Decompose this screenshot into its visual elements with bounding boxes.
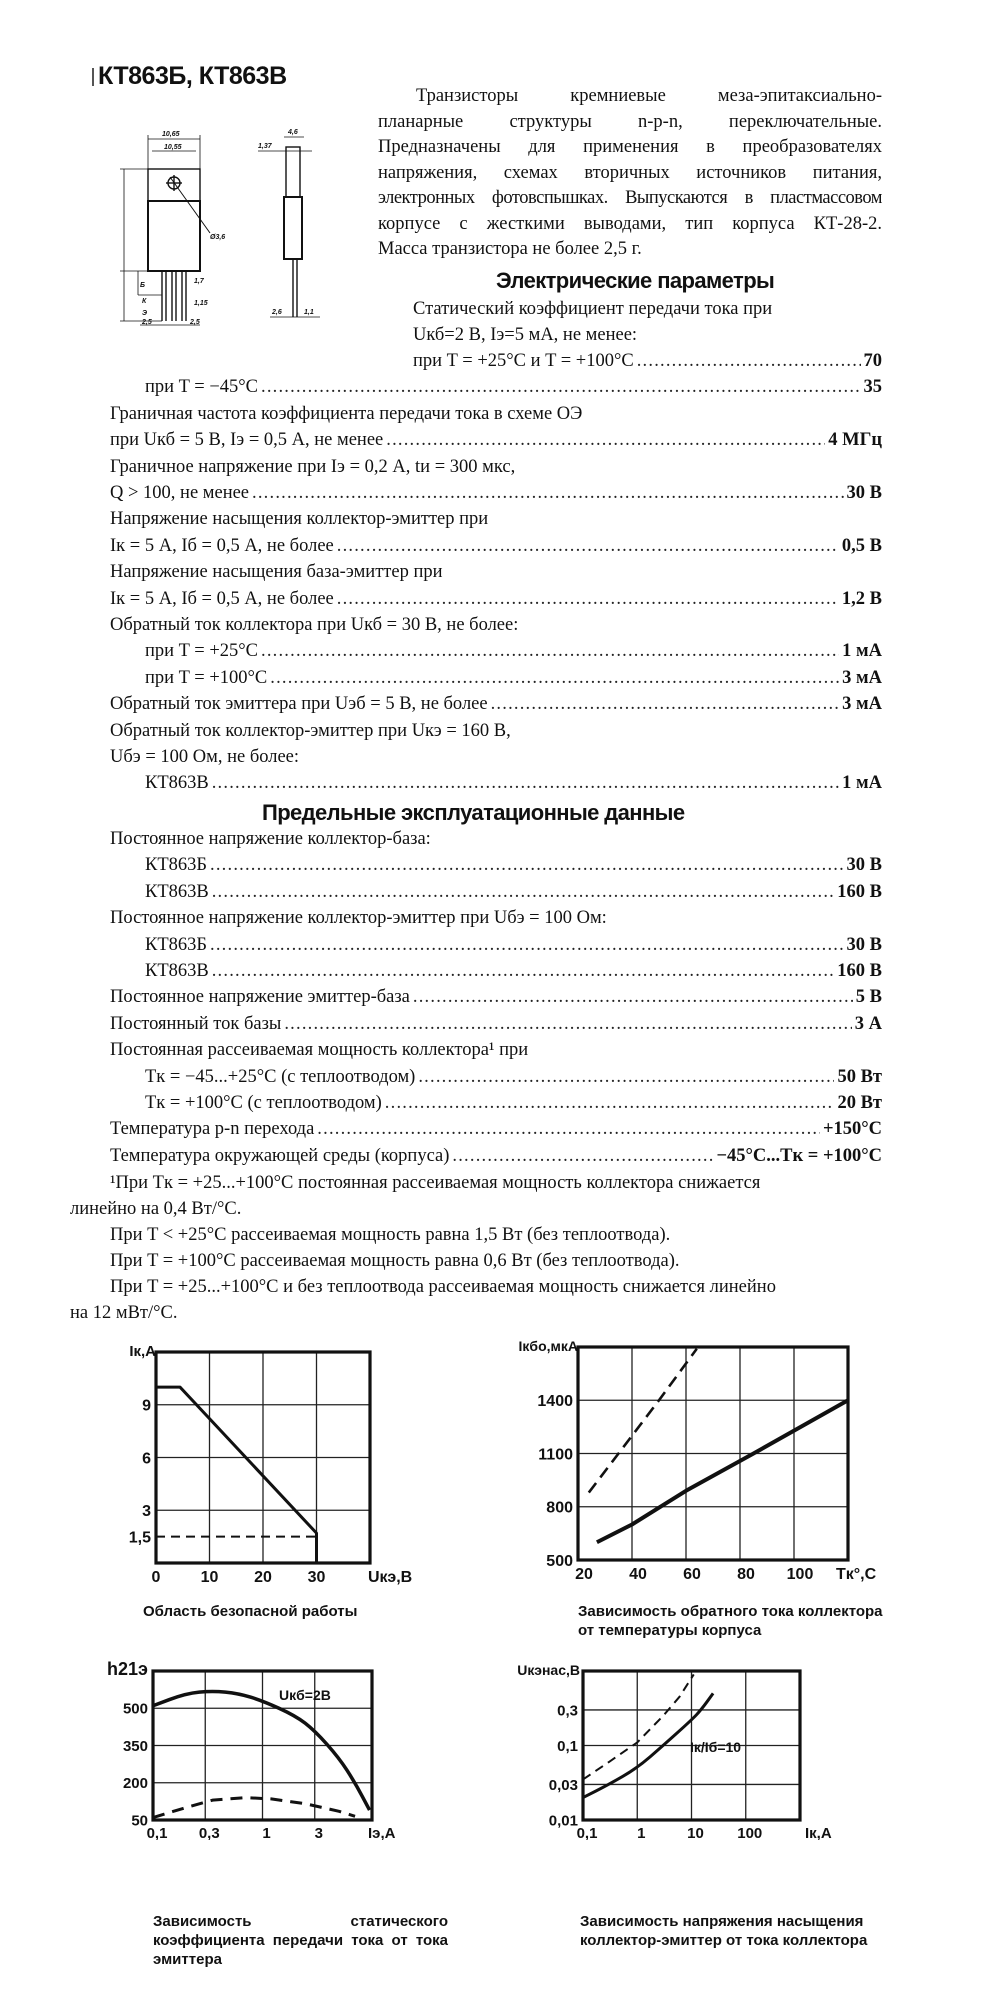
- svg-text:Б: Б: [140, 282, 145, 289]
- y-tick-label: 1,5: [128, 1529, 151, 1547]
- chart-current-gain: [100, 1640, 480, 1845]
- parameter-label: при T = −45°C: [145, 377, 258, 398]
- footnote-line: При T = +100°C рассеиваемая мощность равна 0,6 Вт (без теплоотвода).: [110, 1251, 680, 1271]
- footnote-line: При T = +25...+100°C и без теплоотвода рассеиваемая мощность снижается линейно: [110, 1277, 776, 1297]
- y-tick-label: 1100: [538, 1446, 573, 1464]
- parameter-text: Постоянная рассеиваемая мощность коллектора¹ при: [110, 1040, 529, 1061]
- x-tick-label: 100: [786, 1566, 814, 1583]
- x-tick-label: 0,3: [198, 1825, 220, 1840]
- parameter-row: [145, 1090, 882, 1116]
- parameter-text: Обратный ток коллектора при Uкб = 30 В, не более:: [110, 615, 519, 635]
- description-line: электронных фотовспышках. Выпускаются в пластмассовом: [378, 188, 882, 208]
- parameter-row: [110, 1116, 882, 1142]
- margin-mark: [92, 68, 94, 86]
- y-tick-label: 0,01: [548, 1812, 578, 1830]
- parameter-row: [145, 932, 882, 958]
- dot-leader: [491, 691, 840, 717]
- series-solid: [597, 1400, 848, 1542]
- dot-leader: [385, 1090, 835, 1116]
- svg-text:1,37: 1,37: [258, 143, 272, 150]
- parameter-row: [110, 984, 882, 1010]
- parameter-label: Обратный ток эмиттера при Uэб = 5 В, не более: [110, 694, 488, 715]
- svg-text:Э: Э: [142, 310, 148, 317]
- parameter-value: 30 В: [846, 855, 882, 876]
- package-drawing: [90, 125, 350, 335]
- y-tick-label: 6: [142, 1450, 151, 1468]
- description-line: корпусе с жесткими выводами, тип корпуса КТ-28-2.: [378, 213, 882, 234]
- caption-line: Область безопасной работы: [143, 1603, 358, 1620]
- dot-leader: [261, 638, 839, 664]
- footnote-line: ¹При Tк = +25...+100°C постоянная рассеиваемая мощность коллектора снижается: [110, 1173, 761, 1193]
- section-heading-electrical: Электрические параметры: [496, 268, 775, 293]
- y-axis-label: Iк,А: [129, 1343, 156, 1360]
- parameter-row: [145, 879, 882, 905]
- x-tick-label: 100: [737, 1825, 763, 1840]
- dot-leader: [212, 770, 839, 796]
- x-tick-label: 3: [314, 1825, 323, 1840]
- y-tick-label: 0,03: [548, 1776, 578, 1794]
- caption-line: Зависимость статического: [153, 1913, 448, 1930]
- caption-line: коллектор-эмиттер от тока коллектора: [580, 1932, 868, 1949]
- y-tick-label: 3: [142, 1503, 151, 1521]
- y-tick-label: 0,1: [557, 1737, 578, 1755]
- parameter-row: [110, 586, 882, 612]
- parameter-label: при T = +100°C: [145, 667, 268, 688]
- x-tick-label: 10: [200, 1569, 219, 1586]
- x-tick-label: 20: [575, 1566, 593, 1583]
- parameter-label: при T = +25°C и T = +100°C: [413, 351, 634, 371]
- x-tick-label: 1: [637, 1825, 646, 1840]
- caption-icbo: [578, 1602, 883, 1640]
- dot-leader: [452, 1143, 713, 1169]
- parameter-label: при T = +25°C: [145, 641, 258, 662]
- parameter-row: [145, 852, 882, 878]
- description-line: напряжения, схемах вторичных источников питания,: [378, 162, 882, 183]
- dot-leader: [637, 348, 861, 374]
- dot-leader: [210, 852, 844, 878]
- series-annotation: Iк/Iб=10: [690, 1739, 742, 1755]
- y-tick-label: 200: [122, 1775, 148, 1793]
- parameter-text: Uбэ = 100 Ом, не более:: [110, 747, 300, 767]
- parameter-text: Обратный ток коллектор-эмиттер при Uкэ = 160 В,: [110, 720, 511, 741]
- caption-h21e: [153, 1912, 448, 1969]
- svg-text:2,5: 2,5: [190, 319, 200, 326]
- title-text: КТ863Б, КТ863В: [98, 62, 287, 90]
- parameter-label: КТ863Б: [145, 855, 208, 876]
- svg-text:10,55: 10,55: [164, 144, 182, 151]
- parameter-value: +150°C: [822, 1119, 882, 1140]
- dot-leader: [337, 586, 839, 612]
- parameter-label: Q > 100, не менее: [110, 483, 250, 503]
- x-tick-label: 10: [687, 1825, 704, 1840]
- description-paragraph: [378, 84, 882, 263]
- parameter-value: 0,5 В: [841, 535, 882, 556]
- dot-leader: [284, 1011, 851, 1037]
- parameter-row: [110, 691, 882, 717]
- parameter-row: [145, 770, 882, 796]
- parameter-value: 160 В: [837, 961, 882, 981]
- svg-text:10,65: 10,65: [162, 131, 180, 138]
- caption-line: коэффициента передачи тока от тока: [153, 1932, 448, 1949]
- parameter-text: Напряжение насыщения коллектор-эмиттер при: [110, 509, 489, 530]
- parameter-label: Iк = 5 А, Iб = 0,5 А, не более: [110, 535, 334, 556]
- parameter-value: 70: [863, 351, 882, 371]
- description-line: Масса транзистора не более 2,5 г.: [378, 239, 642, 259]
- parameter-text: Постоянное напряжение коллектор-эмиттер при Uбэ = 100 Ом:: [110, 908, 607, 929]
- section-heading-limits: Предельные эксплуатационные данные: [262, 800, 685, 825]
- footnote-line: на 12 мВт/°C.: [70, 1303, 178, 1323]
- transistor-outline-icon: [90, 125, 350, 330]
- parameter-value: 3 мА: [842, 667, 882, 688]
- svg-text:2,6: 2,6: [272, 309, 282, 316]
- y-tick-label: 9: [142, 1397, 151, 1415]
- x-tick-label: 60: [683, 1566, 701, 1583]
- series-dashed: [589, 1349, 697, 1493]
- dot-leader: [337, 533, 839, 559]
- parameter-label: Постоянное напряжение эмиттер-база: [110, 987, 410, 1008]
- description-line: планарные структуры n-p-n, переключательные.: [378, 111, 882, 132]
- parameter-label: Tк = −45...+25°C (с теплоотводом): [145, 1066, 416, 1087]
- y-tick-label: 350: [122, 1737, 148, 1755]
- chart-safe-operating-area: [100, 1330, 460, 1595]
- dot-leader: [413, 984, 853, 1010]
- dot-leader: [212, 958, 835, 984]
- intro-line: Статический коэффициент передачи тока при: [413, 299, 773, 319]
- parameter-text: Граничное напряжение при Iэ = 0,2 А, tи = 300 мкс,: [110, 456, 516, 477]
- y-tick-label: 1400: [537, 1393, 573, 1411]
- chart-collector-reverse-current: [500, 1330, 920, 1595]
- parameter-value: 1 мА: [842, 773, 882, 794]
- x-tick-label: 30: [307, 1569, 326, 1586]
- x-tick-label: 0,1: [576, 1825, 598, 1840]
- parameter-value: 3 А: [854, 1013, 882, 1034]
- x-axis-label: Iэ,А: [368, 1825, 396, 1840]
- x-axis-label: Uкэ,В: [368, 1569, 413, 1586]
- description-line: Транзисторы кремниевые меза-эпитаксиально-: [416, 86, 882, 106]
- dot-leader: [252, 480, 844, 506]
- y-axis-label: Iкбо,мкА: [518, 1338, 578, 1354]
- parameter-value: 160 В: [837, 881, 882, 902]
- parameter-label: КТ863В: [145, 961, 209, 981]
- parameter-value: 30 В: [846, 483, 882, 503]
- parameter-label: Температура окружающей среды (корпуса): [110, 1145, 450, 1166]
- y-tick-label: 0,3: [557, 1702, 578, 1720]
- parameter-label: КТ863В: [145, 881, 209, 902]
- parameter-value: 35: [863, 377, 882, 398]
- footnote-line: линейно на 0,4 Вт/°C.: [70, 1199, 242, 1219]
- dot-leader: [270, 665, 839, 691]
- x-tick-label: 0: [151, 1569, 161, 1586]
- y-tick-label: 500: [122, 1700, 148, 1718]
- parameter-row: [413, 348, 882, 374]
- svg-text:4,6: 4,6: [288, 129, 298, 136]
- parameter-label: при Uкб = 5 В, Iэ = 0,5 А, не менее: [110, 430, 384, 451]
- y-axis-label: Uкэнас,В: [517, 1662, 580, 1678]
- chart-saturation-voltage: [500, 1640, 920, 1845]
- svg-text:1,15: 1,15: [194, 300, 208, 307]
- x-axis-label: Tк°,C: [836, 1566, 877, 1583]
- parameter-row: [110, 533, 882, 559]
- parameter-label: Постоянный ток базы: [110, 1013, 282, 1034]
- x-tick-label: 20: [254, 1569, 272, 1586]
- parameter-value: 50 Вт: [837, 1066, 882, 1087]
- parameter-label: КТ863В: [145, 773, 209, 794]
- parameter-text: Напряжение насыщения база-эмиттер при: [110, 562, 443, 583]
- caption-line: эмиттера: [153, 1951, 222, 1968]
- svg-text:1,7: 1,7: [194, 278, 204, 285]
- series-dashed: [583, 1674, 694, 1779]
- caption-line: Зависимость напряжения насыщения: [580, 1913, 864, 1930]
- grid: [156, 1352, 370, 1563]
- dot-leader: [210, 932, 844, 958]
- parameter-value: 4 МГц: [828, 430, 882, 451]
- x-tick-label: 0,1: [146, 1825, 168, 1840]
- parameter-row: [145, 374, 882, 400]
- intro-line: Uкб=2 В, Iэ=5 мА, не менее:: [413, 325, 638, 345]
- svg-text:1,1: 1,1: [304, 309, 314, 316]
- caption-soa: [143, 1602, 357, 1621]
- y-tick-label: 500: [546, 1552, 573, 1570]
- parameter-row: [145, 958, 882, 984]
- description-line: Предназначены для применения в преобразователях: [378, 137, 882, 157]
- parameter-value: 20 Вт: [837, 1093, 882, 1113]
- y-tick-label: 50: [131, 1812, 148, 1830]
- series-dashed: [153, 1798, 355, 1818]
- parameter-value: −45°C...Tк = +100°C: [716, 1145, 882, 1166]
- svg-text:К: К: [142, 298, 147, 305]
- parameter-value: 3 мА: [842, 694, 882, 715]
- dot-leader: [261, 374, 861, 400]
- dot-leader: [418, 1064, 834, 1090]
- parameter-text: Постоянное напряжение коллектор-база:: [110, 829, 431, 849]
- parameter-label: КТ863Б: [145, 934, 208, 955]
- dot-leader: [317, 1116, 820, 1142]
- series-solid: [153, 1691, 370, 1810]
- dot-leader: [212, 879, 835, 905]
- parameter-row: [145, 665, 882, 691]
- dot-leader: [386, 427, 825, 453]
- parameter-row: [110, 480, 882, 506]
- footnote-line: При T < +25°C рассеиваемая мощность равна 1,5 Вт (без теплоотвода).: [110, 1225, 671, 1245]
- parameter-row: [110, 427, 882, 453]
- parameter-value: 1 мА: [842, 641, 882, 662]
- x-tick-label: 40: [629, 1566, 647, 1583]
- document-title: [92, 62, 287, 91]
- parameter-value: 5 В: [855, 987, 882, 1008]
- y-axis-label: h21э: [107, 1659, 148, 1679]
- y-tick-label: 800: [546, 1499, 573, 1517]
- parameter-label: Iк = 5 А, Iб = 0,5 А, не более: [110, 588, 334, 609]
- parameter-row: [145, 1064, 882, 1090]
- parameter-text: Граничная частота коэффициента передачи тока в схеме ОЭ: [110, 403, 583, 424]
- svg-text:2,5: 2,5: [142, 319, 152, 326]
- caption-line: от температуры корпуса: [578, 1622, 762, 1639]
- parameter-row: [145, 638, 882, 664]
- caption-line: Зависимость обратного тока коллектора: [578, 1603, 883, 1620]
- x-axis-label: Iк,А: [805, 1825, 832, 1840]
- parameter-label: Температура p-n перехода: [110, 1119, 315, 1140]
- parameter-label: Tк = +100°C (с теплоотводом): [145, 1093, 382, 1113]
- svg-text:Ø3,6: Ø3,6: [210, 234, 226, 241]
- parameter-row: [110, 1011, 882, 1037]
- x-tick-label: 80: [737, 1566, 755, 1583]
- caption-vcesat: [580, 1912, 867, 1950]
- x-tick-label: 1: [262, 1825, 271, 1840]
- series-annotation: Uкб=2В: [279, 1687, 331, 1703]
- parameter-value: 30 В: [846, 934, 882, 955]
- parameter-row: [110, 1143, 882, 1169]
- parameter-value: 1,2 В: [841, 588, 882, 609]
